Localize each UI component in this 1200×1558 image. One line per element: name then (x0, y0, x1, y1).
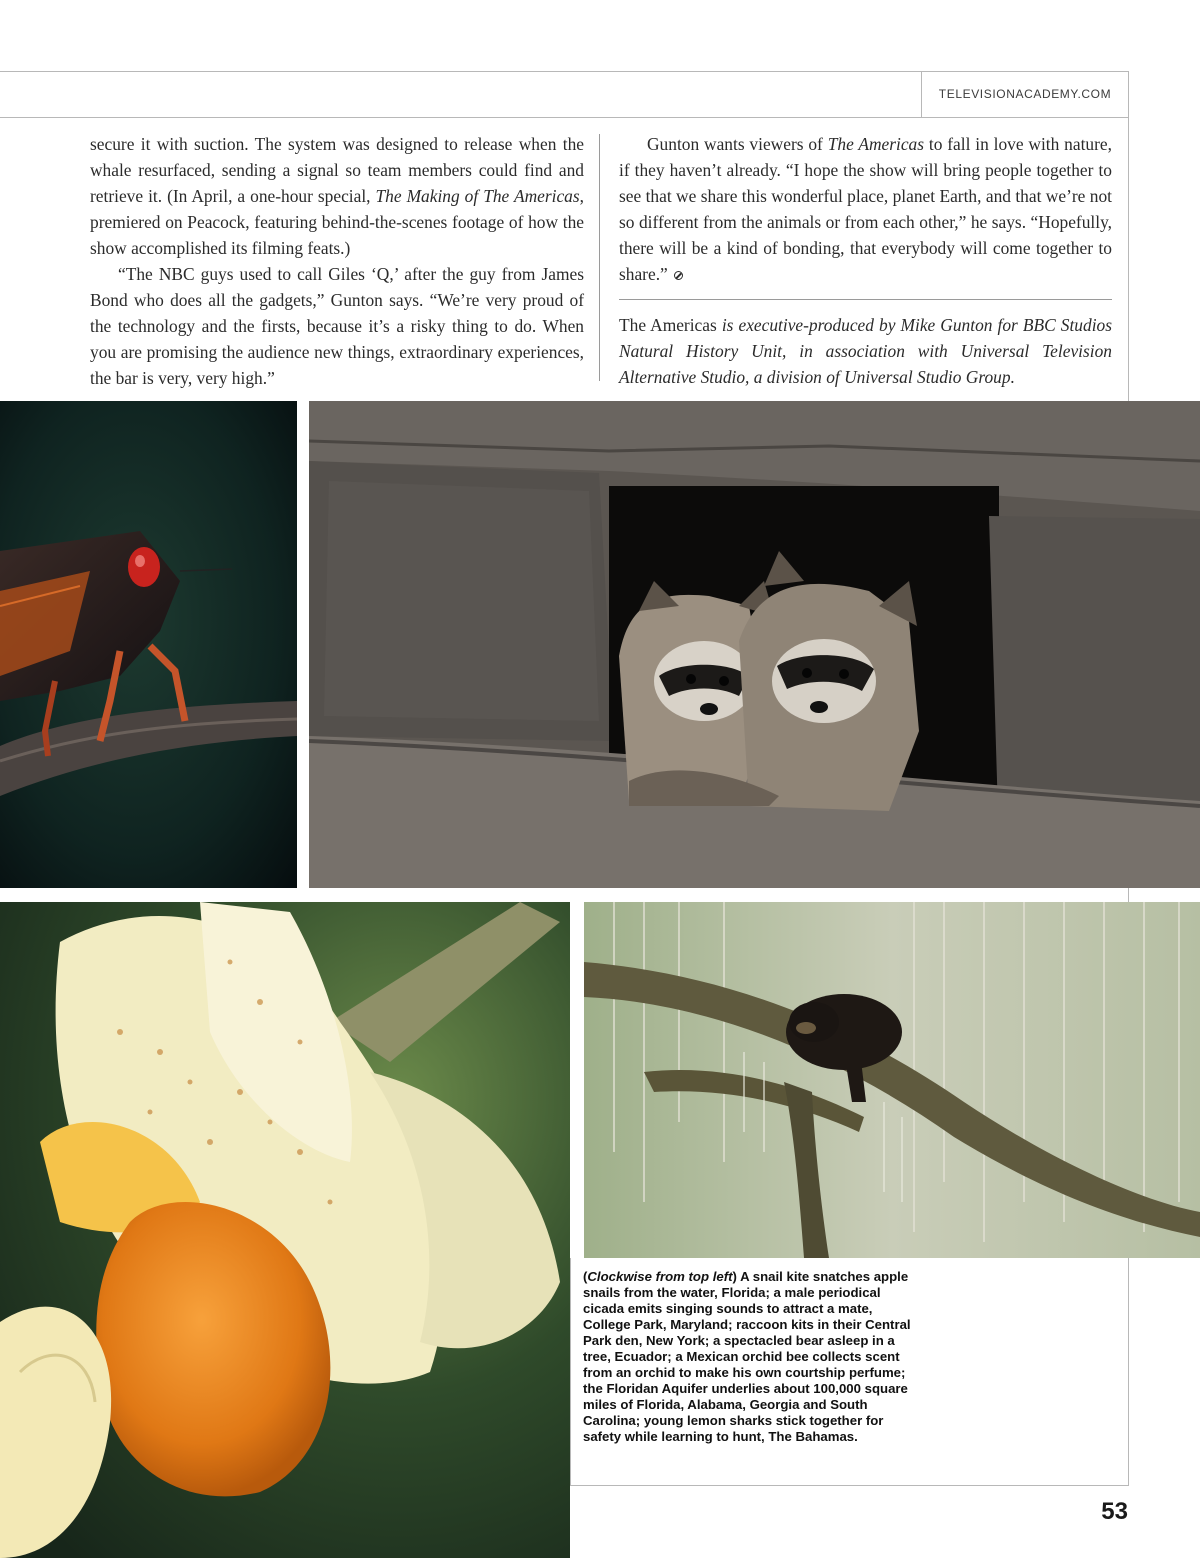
credit-divider (619, 299, 1112, 300)
end-of-article-icon (674, 271, 683, 280)
paragraph: “The NBC guys used to call Giles ‘Q,’ after the guy from James Bond who does all the gadgets,” Gunton says. “We’re very proud of the technology and the firsts, because it’s a risky thing to do. When you are promising the audience new things, extraordinary experiences, the bar is very, very high.” (90, 264, 584, 388)
production-credit: The Americas is executive-produced by Mike Gunton for BBC Studios Natural History Unit, in association with Universal Television Alternative Studio, a division of Universal Studio Group. (619, 315, 1112, 387)
caption-lead: Clockwise from top left (587, 1269, 733, 1284)
paragraph: secure it with suction. The system was designed to release when the whale resurfaced, sending a signal so team members could find and retrieve it. (In April, a one-hour special, The Making of The Americas, premiered on Peacock, featuring behind-the-scenes footage of how the show accomplished its filming feats.) (90, 134, 584, 258)
paragraph: Gunton wants viewers of The Americas to fall in love with nature, if they haven’t already. “I hope the show will bring people together to see that we share this wonderful place, planet Earth, and that we’re not so different from the animals or from each other,” he says. “Hopefully, there will be a kind of bonding, that everybody will come together to share.” (619, 134, 1112, 284)
article-column-right (619, 131, 1112, 287)
article-column-left (90, 131, 584, 391)
cicada-photo (0, 401, 297, 888)
show-title: The Making of The Americas (375, 186, 580, 206)
orchid-bee-photo (0, 902, 570, 1558)
spectacled-bear-photo (584, 902, 1200, 1258)
raccoon-kits-photo (309, 401, 1200, 888)
photo-caption: (Clockwise from top left) A snail kite snatches apple snails from the water, Florida; a male periodical cicada emits singing sounds to attract a mate, College Park, Maryland; raccoon kits in their Central Park den, New York; a spectacled bear asleep in a tree, Ecuador; a Mexican orchid bee collects scent from an orchid to make his own courtship perfume; the Floridan Aquifer underlies about 100,000 square miles of Florida, Alabama, Georgia and South Carolina; young lemon sharks stick together for safety while learning to hunt, The Bahamas. (583, 1269, 911, 1444)
column-divider (599, 134, 600, 381)
header-divider (0, 117, 1129, 118)
site-url[interactable]: TELEVISIONACADEMY.COM (938, 87, 1112, 101)
page-number: 53 (1101, 1498, 1128, 1525)
caption-frame-bottom (570, 1485, 1129, 1486)
show-title: The Americas (827, 134, 925, 154)
caption-frame-left (570, 1258, 571, 1486)
